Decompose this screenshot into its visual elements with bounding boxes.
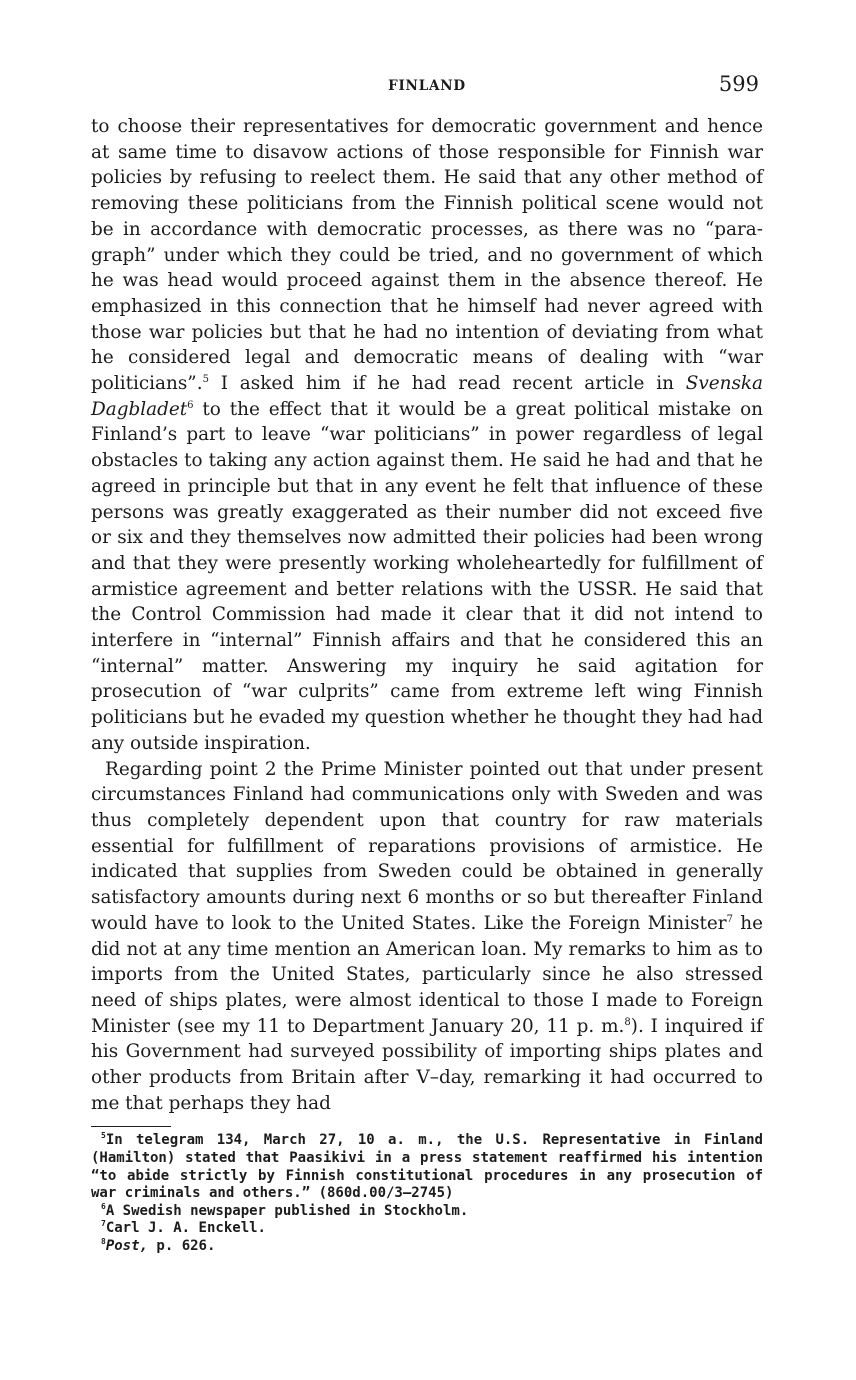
paragraph-1-text-a: to choose their representatives for democratic government and hence at same time to disavow actions of those responsible for Finnish war policies by refusing to reelect them. He said that any other method of removing these politicians from the Finnish political scene would not be in accordance with democratic processes, as there was no “paragraph” under which they could be tried, and no government of which he was head would proceed against them in the absence thereof. He emphasized in this connection that he himself had never agreed with those war policies but that he had no intention of deviating from what he considered legal and democratic means of dealing with “war politicians”. xyxy=(91,116,763,395)
footnote-ref-8: 8 xyxy=(624,1016,631,1028)
running-title: FINLAND xyxy=(388,78,466,94)
paragraph-2-text-c: ). I inquired if his Government had surveyed possibility of importing ships plates and other products from Britain after V–day, remarking it had occurred to me that perhaps they had xyxy=(91,1015,763,1114)
paragraph-1 xyxy=(91,114,763,757)
footnote-7 xyxy=(91,1220,763,1238)
paragraph-2-text-b: he did not at any time mention an American loan. My remarks to him as to imports from the United States, particularly since he also stressed need of ships plates, were almost identical to those I made to Foreign Minister (see my 11 to Department January 20, 11 p. m. xyxy=(91,912,763,1037)
paragraph-2 xyxy=(91,757,763,1117)
footnote-8-marker: 8 xyxy=(101,1236,106,1246)
paragraph-1-text-b: I asked him if he had read recent article in xyxy=(208,373,686,395)
body-text xyxy=(91,114,763,1116)
footnote-ref-6: 6 xyxy=(187,399,194,411)
footnote-ref-5: 5 xyxy=(202,374,209,386)
paragraph-2-text-a: Regarding point 2 the Prime Minister pointed out that under present circumstances Finland had communications only with Sweden and was thus completely dependent upon that country for raw materials essential for fulfillment of reparations provisions of armistice. He indicated that supplies from Sweden could be obtained in generally satisfactory amounts during next 6 months or so but thereafter Finland would have to look to the United States. Like the Foreign Minister xyxy=(91,758,763,934)
newspaper-title: Svenska Dagbladet xyxy=(91,373,763,420)
footnote-divider xyxy=(91,1126,171,1127)
footnote-6-text: A Swedish newspaper published in Stockholm. xyxy=(105,1202,469,1219)
page-number: 599 xyxy=(718,72,759,96)
footnote-6 xyxy=(91,1203,763,1221)
footnote-8-text: p. 626. xyxy=(147,1237,216,1254)
footnote-7-text: Carl J. A. Enckell. xyxy=(105,1220,266,1237)
paragraph-1-text-c: to the effect that it would be a great political mistake on Finland’s part to leave “war politicians” in power regardless of legal obstacles to taking any action against them. He said he had and that he agreed in principle but that in any event he felt that influence of these persons was greatly exaggerated as their number did not exceed five or six and they themselves now admitted their policies had been wrong and that they were presently working wholeheartedly for fulfillment of armistice agreement and better relations with the USSR. He said that the Control Commission had made it clear that it did not intend to interfere in “internal” Finnish affairs and that he considered this an “internal” matter. Answering my inquiry he said agitation for prosecution of “war culprits” came from extreme left wing Finnish politicians but he evaded my question whether he thought they had had any outside inspiration. xyxy=(91,398,763,754)
footnote-5-text: In telegram 134, March 27, 10 a. m., the U.S. Representative in Finland (Hamilton) stated that Paasikivi in a press statement reaffirmed his intention “to abide strictly by Finnish constitutional procedures in any prosecution of war criminals and others.” (860d.00/3–2745) xyxy=(91,1132,763,1202)
footnote-ref-7: 7 xyxy=(726,913,733,925)
footnote-5 xyxy=(91,1132,763,1202)
footnote-5-marker: 5 xyxy=(101,1131,106,1141)
footnote-6-marker: 6 xyxy=(101,1201,106,1211)
footnote-7-marker: 7 xyxy=(101,1219,106,1229)
footnotes xyxy=(91,1132,763,1255)
footnote-8-italic: Post, xyxy=(105,1237,148,1254)
document-page xyxy=(91,72,763,1256)
footnote-8 xyxy=(91,1238,763,1256)
page-header xyxy=(91,72,763,106)
